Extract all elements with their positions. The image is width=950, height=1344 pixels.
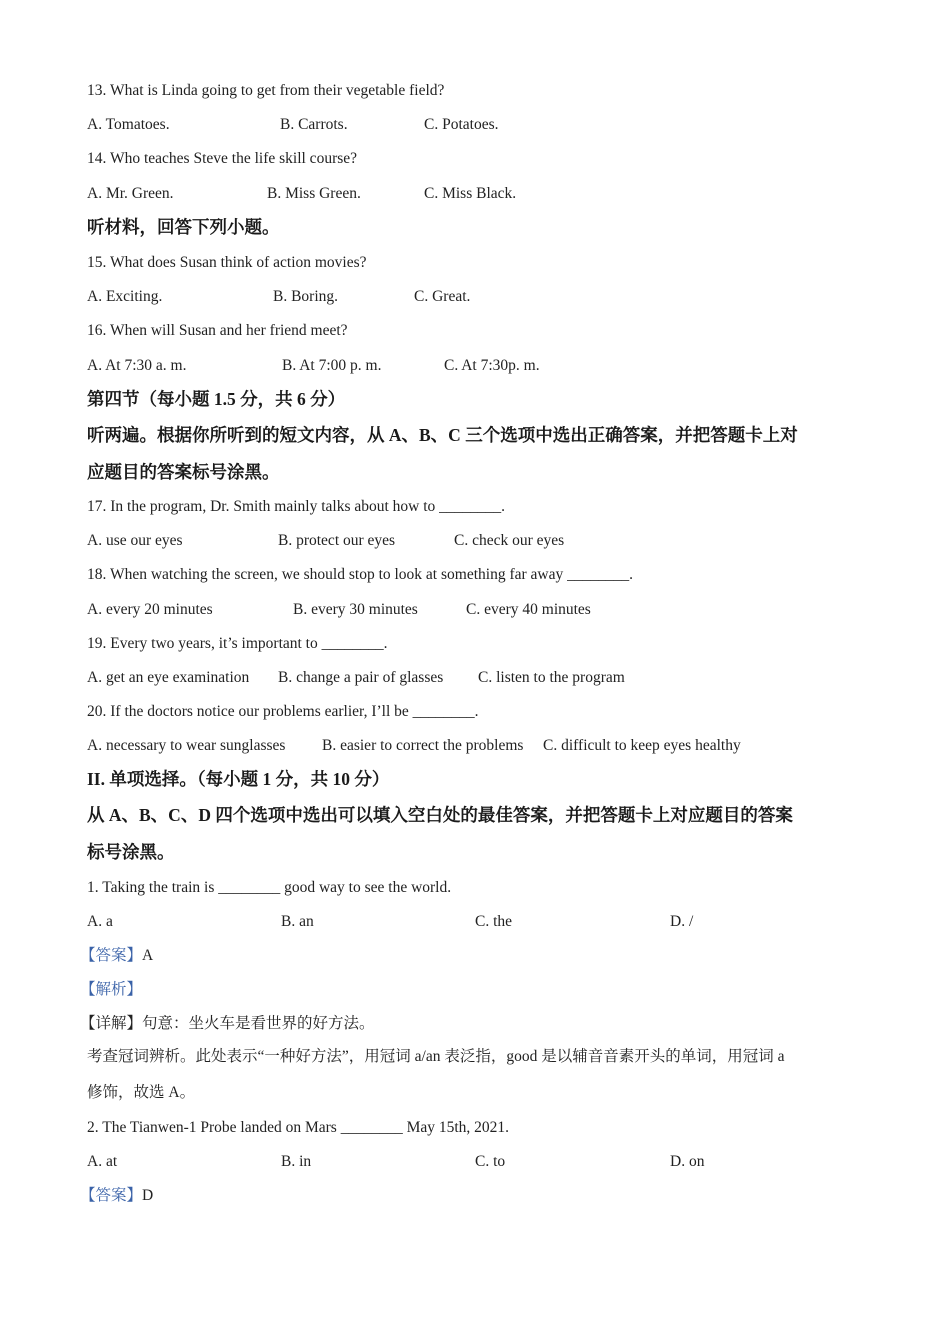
option-c: C. Miss Black. <box>424 185 517 202</box>
mc-question-1-options <box>87 912 787 932</box>
option-a: A. use our eyes <box>87 532 183 549</box>
question-19-options <box>87 668 807 688</box>
question-15-stem: 15. What does Susan think of action movies? <box>87 254 367 271</box>
question-13-stem: 13. What is Linda going to get from their vegetable field? <box>87 82 445 99</box>
mc-question-2-stem: 2. The Tianwen-1 Probe landed on Mars ________ May 15th, 2021. <box>87 1119 510 1136</box>
option-c: C. Great. <box>414 288 471 305</box>
listening-instruction: 听材料，回答下列小题。 <box>87 217 280 237</box>
mc-question-1-answer <box>80 946 153 966</box>
option-b: B. Carrots. <box>280 116 348 133</box>
option-a: A. Tomatoes. <box>87 116 170 133</box>
analysis-tag: 【解析】 <box>80 981 143 998</box>
question-17-options <box>87 531 787 551</box>
question-13-options <box>87 115 787 135</box>
section-4-instruction-line-1: 听两遍。根据你所听到的短文内容，从 A、B、C 三个选项中选出正确答案，并把答题卡上对 <box>87 425 798 445</box>
option-a: A. Exciting. <box>87 288 163 305</box>
section-4-title: 第四节（每小题 1.5 分，共 6 分） <box>87 389 346 409</box>
section-4-instruction-line-2: 应题目的答案标号涂黑。 <box>87 462 280 482</box>
option-b: B. change a pair of glasses <box>278 669 444 686</box>
option-c: C. At 7:30p. m. <box>444 357 540 374</box>
question-20-stem: 20. If the doctors notice our problems earlier, I’ll be ________. <box>87 703 479 720</box>
question-18-options <box>87 600 787 620</box>
question-14-options <box>87 184 787 204</box>
part-2-instruction-line-1: 从 A、B、C、D 四个选项中选出可以填入空白处的最佳答案，并把答题卡上对应题目的答案 <box>87 805 793 825</box>
mc-question-2-answer <box>80 1186 153 1206</box>
option-b: B. Boring. <box>273 288 339 305</box>
detail-text: 句意：坐火车是看世界的好方法。 <box>142 1015 375 1032</box>
option-b: B. every 30 minutes <box>293 601 418 618</box>
option-a: A. necessary to wear sunglasses <box>87 737 286 754</box>
option-c: C. difficult to keep eyes healthy <box>543 737 741 754</box>
mc-question-2-options <box>87 1152 787 1172</box>
option-a: A. a <box>87 913 113 930</box>
option-a: A. Mr. Green. <box>87 185 174 202</box>
option-b: B. in <box>281 1153 312 1170</box>
mc-question-1-explanation-line-2: 修饰，故选 A。 <box>87 1084 196 1101</box>
option-c: C. the <box>475 913 513 930</box>
option-b: B. At 7:00 p. m. <box>282 357 382 374</box>
question-14-stem: 14. Who teaches Steve the life skill course? <box>87 150 358 167</box>
mc-question-1-detail <box>80 1014 375 1034</box>
option-a: A. at <box>87 1153 118 1170</box>
mc-question-1-stem: 1. Taking the train is ________ good way to see the world. <box>87 879 452 896</box>
option-c: C. to <box>475 1153 506 1170</box>
option-c: C. Potatoes. <box>424 116 499 133</box>
option-b: B. an <box>281 913 314 930</box>
answer-value: A <box>142 947 154 964</box>
option-b: B. protect our eyes <box>278 532 396 549</box>
answer-tag: 【答案】 <box>80 947 143 964</box>
option-a: A. get an eye examination <box>87 669 250 686</box>
part-2-title: II. 单项选择。（每小题 1 分，共 10 分） <box>87 769 390 789</box>
answer-value: D <box>142 1187 154 1204</box>
question-16-options <box>87 356 787 376</box>
part-2-instruction-line-2: 标号涂黑。 <box>87 842 175 862</box>
question-20-options <box>87 736 847 756</box>
option-a: A. every 20 minutes <box>87 601 213 618</box>
option-c: C. listen to the program <box>478 669 625 686</box>
option-d: D. / <box>670 913 694 930</box>
question-18-stem: 18. When watching the screen, we should stop to look at something far away ________. <box>87 566 633 583</box>
option-d: D. on <box>670 1153 705 1170</box>
option-b: B. Miss Green. <box>267 185 361 202</box>
detail-tag: 【详解】 <box>80 1015 143 1032</box>
question-19-stem: 19. Every two years, it’s important to ________. <box>87 635 388 652</box>
option-c: C. check our eyes <box>454 532 565 549</box>
option-b: B. easier to correct the problems <box>322 737 524 754</box>
option-a: A. At 7:30 a. m. <box>87 357 187 374</box>
answer-tag: 【答案】 <box>80 1187 143 1204</box>
option-c: C. every 40 minutes <box>466 601 591 618</box>
question-17-stem: 17. In the program, Dr. Smith mainly talks about how to ________. <box>87 498 506 515</box>
question-15-options <box>87 287 787 307</box>
mc-question-1-explanation-line-1: 考查冠词辨析。此处表示“一种好方法”，用冠词 a/an 表泛指，good 是以辅音音素开头的单词，用冠词 a <box>87 1048 785 1065</box>
question-16-stem: 16. When will Susan and her friend meet? <box>87 322 348 339</box>
